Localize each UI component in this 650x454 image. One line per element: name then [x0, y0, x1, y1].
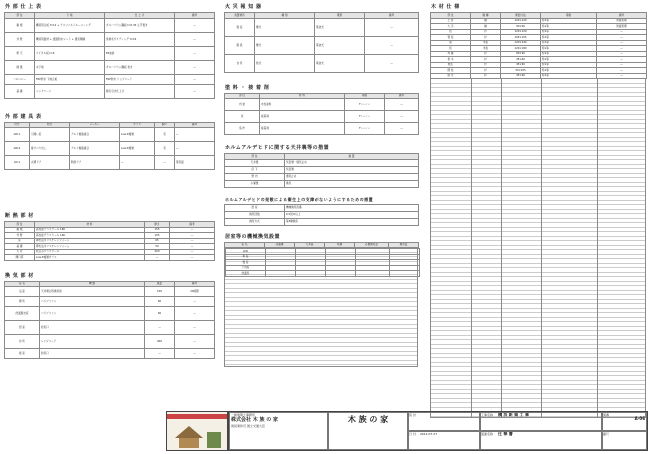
table-header: 部 位 材 料 等級 備考 — [225, 93, 419, 99]
wood-title: 木 材 仕 様 — [431, 4, 460, 10]
table-row: 母 屋 杉 90×90 特1等 ― — [431, 51, 647, 57]
room-ventilation-grid — [224, 248, 418, 367]
room-ventilation-title: 居室等の機械換気設置 — [225, 233, 281, 240]
table-row: 大 引 檜 90×90 特1等 防腐処理 — [431, 24, 647, 30]
formaldehyde-table — [224, 153, 419, 188]
table-row: 筋 交 杉 45×90 特1等 ― — [431, 73, 647, 79]
table-row: 垂 木 杉 45×60 特1等 ― — [431, 57, 647, 63]
column-middle — [224, 4, 418, 367]
exterior-title: 外 部 仕 上 表 — [5, 4, 42, 10]
table-row: 子供室 — [226, 265, 420, 271]
table-row: 屋 根 構造用合板 t=12 + アスファルトルーフィング ガルバリウム鋼板 t=0.35 立平葺き ― — [5, 18, 215, 32]
logo-text-cell — [327, 412, 409, 450]
table-row: 根太 杉 45×60 特1等 ― — [431, 62, 647, 68]
table-header: 部 位 樹 種 断面寸法 等級 備考 — [431, 13, 647, 19]
table-header: 室 名 機 器 風量 備考 — [5, 281, 215, 287]
logo-text: 木 族 の 家 — [347, 414, 389, 424]
table-row: 外 壁 高性能グラスウール 16K 105 ― — [5, 233, 215, 239]
exterior-fixtures-title: 外 部 建 具 表 — [5, 113, 42, 120]
table-row: 土 台 檜 120×120 特1等 防腐処理 — [431, 18, 647, 24]
table-row: 開口部 Low-E複層ガラス ― ― — [5, 255, 215, 261]
table-row: AW-1 引違い窓 アルミ樹脂複合 Low-E複層 有 ― — [5, 128, 215, 142]
table-row: 桁 米松 120×180 特1等 ― — [431, 46, 647, 52]
company-name: 株式会社 木 族 の 家 — [231, 417, 278, 423]
column-right — [430, 4, 646, 418]
house-logo-icon — [167, 420, 227, 450]
table-row: 便 所 パイプファン 60 ― — [5, 297, 215, 307]
wood-table-continued — [430, 79, 646, 418]
exterior-fixtures-table — [4, 122, 215, 171]
formaldehyde-title: ホルムアルデヒドに関する天井裏等の措置 — [225, 145, 330, 151]
table-row: 寝 室 煙式 電池式 ― — [225, 18, 419, 36]
drawing-name: 仕 様 書 — [497, 431, 513, 436]
table-row: バルコニー FRP防水 下地合板 FRP防水 トップコート ― — [5, 74, 215, 84]
table-header: 符号 形式 メーカー ガラス 網戸 備考 — [5, 122, 215, 128]
column-left — [4, 4, 214, 359]
logo-block — [166, 411, 228, 451]
coating-title: 塗 料 ・ 接 着 剤 — [225, 84, 270, 91]
table-row: 寝 室 給気口 ― ― — [5, 349, 215, 359]
table-row: 管 柱 杉 105×105 特1等 ― — [431, 35, 647, 41]
table-row: 柱 杉 120×120 特1等 ― — [431, 29, 647, 35]
table-row: 床 下 気密層 — [225, 166, 419, 173]
ventilation-title: 換 気 部 材 — [5, 272, 34, 279]
table-row: 天井裏 気密層・通気止め — [225, 159, 419, 166]
table-row: 小屋裏 換気 — [225, 180, 419, 187]
fire-title: 火 災 報 知 器 — [225, 4, 262, 10]
sheet-number: A-06 — [634, 416, 645, 421]
project-name: 横 浜 新 築 工 事 — [497, 412, 529, 417]
table-row: 壁 内 通気止め — [225, 173, 419, 180]
table-row: 軒 天 ケイカル板 t=6 EP塗装 ― — [5, 46, 215, 60]
table-row: 換気回数 0.5回/h以上 — [225, 211, 419, 218]
table-row: 屋 根 高性能グラスウール 16K 155 ― — [5, 227, 215, 233]
table-row: 間 柱 杉 30×105 特1等 ― — [431, 68, 647, 74]
table-row: 破 風 木下地 ガルバリウム鋼板 巻き ― — [5, 60, 215, 74]
table-header: 設置場所 種 別 電源 備考 — [225, 13, 419, 19]
table-row: 外 壁 構造用面材 + 透湿防水シート + 通気胴縁 窯業系サイディング t=16 ― — [5, 32, 215, 46]
table-row: 造 作 接着剤 F☆☆☆☆ ― — [225, 123, 419, 135]
formaldehyde2-table — [224, 204, 419, 226]
table-header: 部 位 材 料 厚さ 備考 — [5, 222, 215, 228]
insulation-table — [4, 221, 215, 261]
table-row: LDK — [226, 249, 420, 255]
table-header: 部 位 下 地 仕 上 げ 備考 — [5, 13, 215, 19]
insulation-title: 断 熱 部 材 — [5, 213, 34, 219]
table-row: 洗面所 — [226, 271, 420, 277]
table-row: 天 井 吹込みグラスウール 200 ― — [5, 249, 215, 255]
exterior-table — [4, 12, 215, 99]
table-row: 居 室 給気口 ― ― — [5, 321, 215, 335]
table-row: 床 押出法ポリスチレンフォーム 65 ― — [5, 238, 215, 244]
wood-table — [430, 12, 647, 79]
table-row: 台 所 レンジフード 400 ― — [5, 335, 215, 349]
table-row: 床 接着剤 F☆☆☆☆ ― — [225, 111, 419, 123]
coating-table — [224, 93, 419, 136]
fire-table — [224, 12, 419, 73]
table-row: 梁 米松 120×240 特1等 ― — [431, 40, 647, 46]
table-row: 台 所 熱式 電池式 ― — [225, 54, 419, 72]
table-row: 居 室 機械換気設備 — [225, 204, 419, 211]
table-header: 室 名 床面積 天井高 気積 必要換気量 換気量 — [225, 242, 419, 248]
table-row: 寝 室 — [226, 260, 420, 266]
table-row: 基 礎 コンクリート 刷毛引き仕上げ ― — [5, 84, 215, 98]
table-row: AW-2 縦すべり出し アルミ樹脂複合 Low-E複層 有 ― — [5, 142, 215, 156]
table-row: 階 段 煙式 電池式 ― — [225, 36, 419, 54]
table-row: 洗面脱衣室 パイプファン 60 ― — [5, 307, 215, 321]
table-row: AD-1 玄関ドア 断熱ドア ― ― 電気錠 — [5, 156, 215, 170]
ventilation-table — [4, 281, 215, 360]
company-cell: 一級建築士事務所 株式会社 木 族 の 家 建設業許可 国土交通大臣 — [229, 412, 329, 450]
table-row: 基 礎 押出法ポリスチレンフォーム 50 ― — [5, 244, 215, 250]
date-value: 2012.07.27 — [419, 432, 438, 436]
table-row: 浴 室 天井埋込形換気扇 100 24時間 — [5, 287, 215, 297]
table-header: 部 位 措 置 — [225, 154, 419, 160]
table-row: 換気方式 第3種換気 — [225, 218, 419, 225]
table-row: 和 室 — [226, 254, 420, 260]
table-row: 内 装 水性塗料 F☆☆☆☆ ― — [225, 99, 419, 111]
formaldehyde2-title: ホルムアルデヒドの発散による衛生上の支障がないようにするための措置 — [225, 196, 374, 202]
title-block: 一級建築士事務所 株式会社 木 族 の 家 建設業許可 国土交通大臣 木 族 の 家 設 計 日 付 2012.07.27 工事名称 横 浜 新 築 工 事 図面名称 仕 様 書 図番 A-06 縮尺 — [228, 411, 648, 451]
